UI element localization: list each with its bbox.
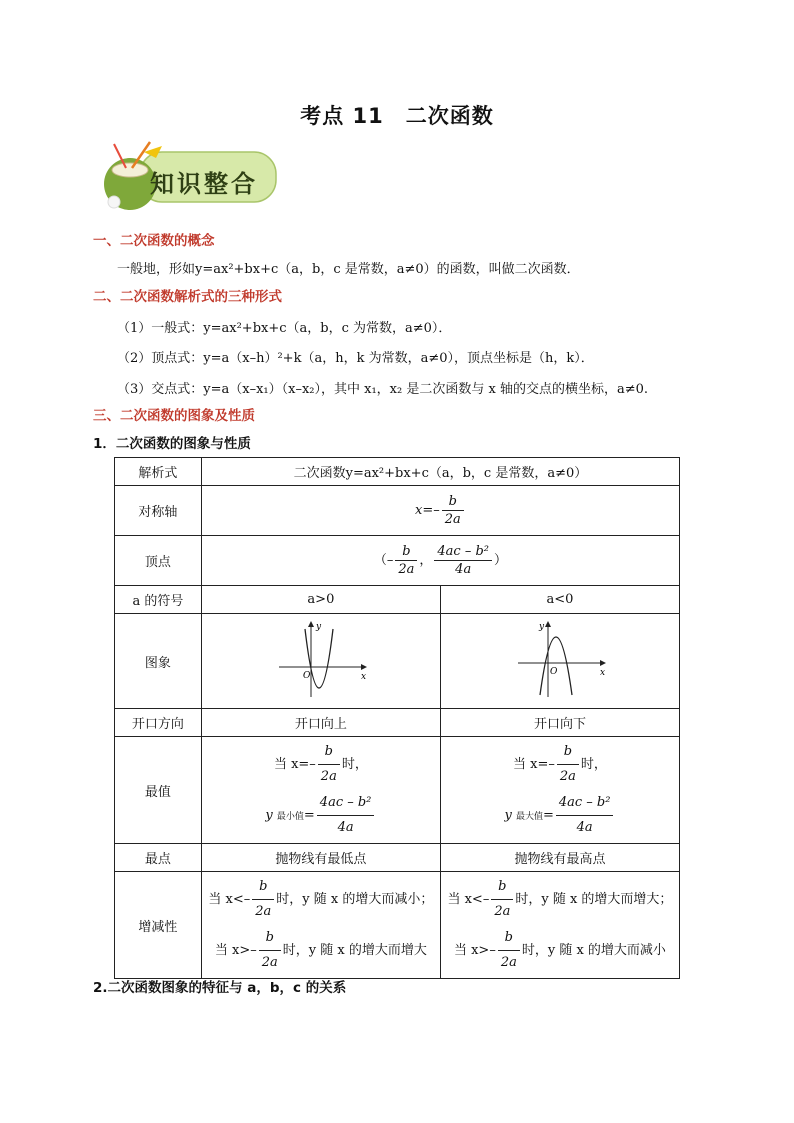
vertex-x-fraction	[395, 544, 417, 577]
row-label: 顶点	[115, 536, 202, 586]
section-3-heading: 三、二次函数的图象及性质	[93, 408, 255, 424]
section-1-text: 一般地，形如y=ax²+bx+c（a，b，c 是常数，a≠0）的函数，叫做二次函数．	[117, 262, 580, 277]
frac-num: b	[324, 744, 333, 759]
mono-post: 时，y 随 x 的增大而减小；	[276, 892, 434, 907]
mono-pre: 当 x<–	[208, 892, 251, 907]
table-row	[115, 614, 680, 709]
when-suffix: 时，	[580, 757, 607, 772]
vertex-form: （2）顶点式：y=a（x–h）²+k（a，h，k 为常数，a≠0），顶点坐标是（h，k）．	[117, 351, 594, 366]
fraction	[259, 927, 281, 974]
table-row	[115, 709, 680, 737]
frac-den: 2a	[395, 560, 417, 577]
axis-x-label: x	[360, 672, 366, 682]
min-subscript: 最小值	[276, 812, 304, 822]
highest-point: 抛物线有最高点	[440, 844, 679, 872]
axis-fraction	[442, 494, 464, 527]
fraction	[557, 741, 579, 788]
mono-post: 时，y 随 x 的增大而减小	[521, 943, 666, 958]
row-label: 对称轴	[115, 486, 202, 536]
frac-num: b	[563, 744, 573, 759]
general-form: （1）一般式：y=ax²+bx+c（a，b，c 为常数，a≠0）．	[117, 321, 452, 336]
table-row	[115, 844, 680, 872]
row-label: 开口方向	[115, 709, 202, 737]
table-row	[115, 737, 680, 844]
paren-open: （–	[373, 553, 394, 568]
lowest-point: 抛物线有最低点	[201, 844, 440, 872]
fraction	[498, 927, 520, 974]
table-row	[115, 536, 680, 586]
intercept-form: （3）交点式：y=a（x–x₁）（x–x₂），其中 x₁，x₂ 是二次函数与 x 轴的交点的横坐标，a≠0.	[117, 382, 649, 397]
subsection-1-heading: 1．二次函数的图象与性质	[93, 436, 251, 452]
frac-den: 2a	[259, 950, 281, 974]
frac-num: b	[448, 494, 457, 509]
table-row	[115, 458, 680, 486]
graph-up-cell	[201, 614, 440, 709]
origin-label: O	[549, 667, 558, 677]
y-symbol: y	[504, 808, 512, 823]
open-up: 开口向上	[201, 709, 440, 737]
y-symbol: y	[265, 808, 273, 823]
frac-den: 2a	[498, 950, 520, 974]
page-title: 考点 11 二次函数	[300, 104, 494, 128]
separator: ，	[419, 553, 433, 568]
axis-y-label: y	[315, 622, 321, 632]
row-label: a 的符号	[115, 586, 202, 614]
frac-den: 2a	[557, 764, 579, 788]
paren-close: ）	[494, 553, 508, 568]
formula-cell: 二次函数y=ax²+bx+c（a，b，c 是常数，a≠0）	[201, 458, 679, 486]
fraction	[252, 876, 274, 923]
mono-pre: 当 x>–	[453, 943, 496, 958]
frac-num: b	[498, 879, 507, 894]
when-suffix: 时，	[341, 757, 368, 772]
monotonic-up-cell	[201, 872, 440, 979]
fraction	[317, 792, 375, 839]
fraction	[556, 792, 614, 839]
parabola-down-icon	[510, 619, 610, 699]
frac-den: 4a	[434, 560, 492, 577]
min-value-cell	[201, 737, 440, 844]
when-text: 当 x=–	[513, 757, 555, 772]
axis-prefix: x=–	[415, 503, 440, 518]
frac-den: 4a	[317, 815, 375, 839]
vertex-y-fraction	[434, 544, 492, 577]
table-row	[115, 486, 680, 536]
badge-label: 知识整合	[150, 170, 258, 198]
max-subscript: 最大值	[515, 812, 543, 822]
axis-y-label: y	[538, 622, 545, 632]
origin-label: O	[302, 671, 311, 681]
frac-den: 2a	[442, 510, 464, 527]
table-row	[115, 872, 680, 979]
frac-num: 4ac – b²	[437, 544, 489, 559]
sign-pos: a>0	[201, 586, 440, 614]
frac-num: b	[402, 544, 411, 559]
section-2-heading: 二、二次函数解析式的三种形式	[93, 289, 282, 305]
frac-num: 4ac – b²	[558, 795, 611, 810]
open-down: 开口向下	[440, 709, 679, 737]
row-label: 增减性	[115, 872, 202, 979]
monotonic-down-cell	[440, 872, 679, 979]
frac-den: 2a	[318, 764, 340, 788]
row-label: 解析式	[115, 458, 202, 486]
when-text: 当 x=–	[273, 757, 316, 772]
frac-num: 4ac – b²	[319, 795, 372, 810]
equals: =	[542, 808, 554, 823]
vertex-cell	[201, 536, 679, 586]
row-label: 最点	[115, 844, 202, 872]
graph-down-cell	[440, 614, 679, 709]
mono-pre: 当 x<–	[447, 892, 490, 907]
mono-pre: 当 x>–	[214, 943, 257, 958]
axis-x-label: x	[599, 668, 606, 678]
frac-den: 2a	[252, 899, 274, 923]
frac-num: b	[265, 930, 274, 945]
parabola-up-icon	[271, 619, 371, 699]
row-label: 图象	[115, 614, 202, 709]
sign-neg: a<0	[440, 586, 679, 614]
frac-num: b	[504, 930, 513, 945]
mono-post: 时，y 随 x 的增大而增大；	[515, 892, 673, 907]
frac-den: 2a	[491, 899, 513, 923]
properties-table	[114, 457, 680, 979]
mono-post: 时，y 随 x 的增大而增大	[282, 943, 427, 958]
fraction	[318, 741, 340, 788]
equals: =	[303, 808, 315, 823]
frac-den: 4a	[556, 815, 614, 839]
frac-num: b	[259, 879, 268, 894]
row-label: 最值	[115, 737, 202, 844]
section-1-heading: 一、二次函数的概念	[93, 233, 215, 249]
max-value-cell	[440, 737, 679, 844]
axis-cell	[201, 486, 679, 536]
subsection-2-heading: 2.二次函数图象的特征与 a，b，c 的关系	[93, 980, 347, 996]
fraction	[491, 876, 513, 923]
table-row	[115, 586, 680, 614]
